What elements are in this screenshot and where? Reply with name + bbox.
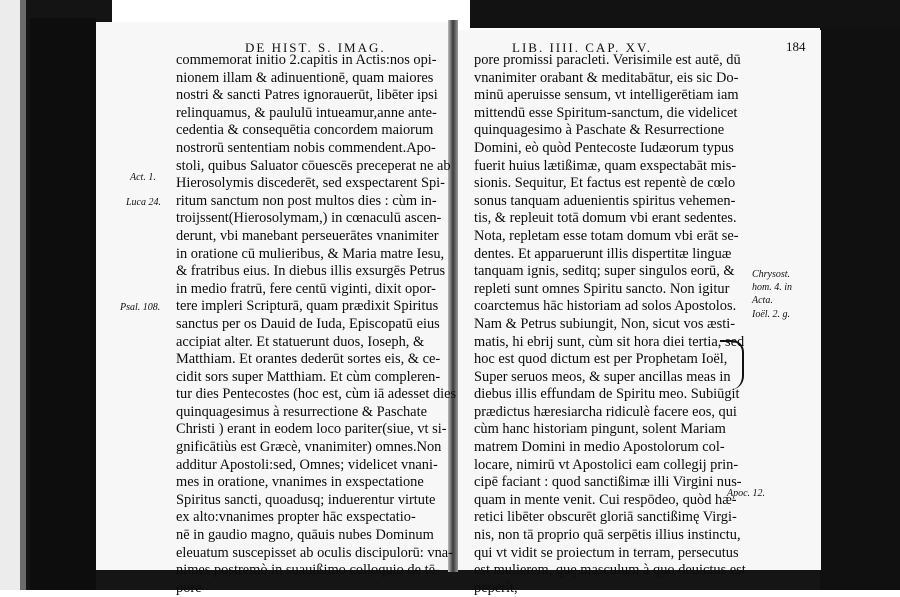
text-line: stoli, quibus Saluator cōuescēs preceperat ne ab <box>176 157 451 174</box>
text-line: locare, nimirū vt Apostolici eam collegij prin- <box>474 456 739 473</box>
dark-background-right <box>820 0 900 590</box>
text-line: cùm hanc historiam pingunt, solent Mariam <box>474 421 726 438</box>
margin-note-luca: Luca 24. <box>126 197 161 208</box>
page-number: 184 <box>786 39 806 54</box>
dark-background-top <box>470 0 900 28</box>
text-line: est mulierem, quę masculum à quo deuictus est <box>474 562 746 579</box>
text-line: sonus tanquam aduenientis spiritus vehemen- <box>474 192 736 209</box>
margin-note-psal: Psal. 108. <box>120 302 161 313</box>
text-line: cipē faciant : quod sanctißimæ illi Virgini nus- <box>474 474 742 491</box>
margin-note-act: Act. 1. <box>130 172 156 183</box>
text-line: matrem Domini in medio Apostolorum col- <box>474 439 725 456</box>
text-line: ritum sanctum non post multos dies : cùm in- <box>176 192 437 209</box>
text-line: in medio fratrū, fere centū viginti, dixit opor- <box>176 280 436 297</box>
text-line: sionis. Sequitur, Et factus est repentè de cœlo <box>474 175 736 192</box>
margin-note-hom: hom. 4. in <box>752 282 792 293</box>
text-line: commemorat initio 2.capitis in Actis:nos opi- <box>176 52 437 68</box>
text-line: prædictus hæresiarcha ridiculè facere eos, qui <box>474 403 737 420</box>
left-body-text <box>176 52 456 597</box>
text-line: nimes postremò in suauißimo colloquio de tē- <box>176 562 440 579</box>
right-body-text <box>474 52 746 597</box>
text-line: nē in gaudio magno, quāuis nubes Dominum <box>176 527 434 544</box>
text-line: eleuatum suscepisset ab oculis discipulorū: vna- <box>176 544 453 561</box>
text-line: Nam & Petrus subiungit, Non, sicut vos æsti- <box>474 315 736 332</box>
text-line: Christi ) erant in eodem loco pariter(siue, vt si- <box>176 421 447 438</box>
text-line: Hierosolymis discederēt, sed exspectarent Spi- <box>176 175 445 192</box>
book-spine-block <box>30 18 96 590</box>
text-line: relinquamus, & paululū intueamur,anne ante- <box>176 104 437 121</box>
text-line: peperit, <box>474 579 518 596</box>
text-line: in oratione cū mulieribus, & Maria matre Iesu, <box>176 245 445 262</box>
left-running-header: DE HIST. S. IMAG. <box>245 40 386 55</box>
right-running-header: LIB. IIII. CAP. XV. <box>512 40 652 55</box>
text-line: matis, hi ebrij sunt, cùm sit hora diei tertia, sed <box>474 333 745 350</box>
text-line: sanctus per os Dauid de Iuda, Episcopatū eius <box>176 315 440 332</box>
text-line: Spiritus sancti, quoadusq; induerentur virtute <box>176 491 436 508</box>
text-line: Matthiam. Et orantes dederūt sortes eis, & ce- <box>176 351 441 368</box>
text-line: Nota, repletam esse totam domum vbi erāt se- <box>474 227 739 244</box>
text-line: quam in mente venit. Cui respōdeo, quòd hæ- <box>474 491 737 508</box>
text-line: nis, non tā proprio quā serpētis illius instinctu, <box>474 527 741 544</box>
text-line: fuerit huius lætißimæ, quam exspectabāt mis- <box>474 157 737 174</box>
text-line: Super seruos meos, & super ancillas meas in <box>474 368 731 385</box>
text-line: retici libēter obscurēt gloriā sanctißimę Virgi- <box>474 509 737 526</box>
text-line: diebus illis effundam de Spiritu meo. Subiūgit <box>474 386 740 403</box>
text-line: & fratribus eius. In diebus illis exsurgēs Petrus <box>176 263 446 280</box>
text-line: additur Apostoli:sed, Omnes; videlicet vnani- <box>176 456 438 473</box>
text-line: minū aperuisse sensum, vt intelligerētiam iam <box>474 87 739 104</box>
text-line: quinquagesimo à Paschate & Resurrectione <box>474 122 725 139</box>
text-line: dentes. Et apparuerunt illis dispertitæ linguæ <box>474 245 732 262</box>
text-line: derunt, vbi manebant perseuerātes vnanimiter <box>176 227 439 244</box>
text-line: cidit sors super Matthiam. Et cùm compleren- <box>176 368 441 385</box>
text-line: repleti sunt omnes Spiritu sancto. Non igitur <box>474 280 730 297</box>
margin-note-chrys: Chrysost. <box>752 269 791 280</box>
text-line: nostrorū sententiam nobis commendent.Apo- <box>176 139 436 156</box>
text-line: pore promissi paracleti. Verisimile est autē, dū <box>474 52 741 68</box>
text-line: nionem illam & adinuentionē, quam maiores <box>176 69 434 86</box>
text-line: ex alto:vnanimes propter hāc exspectatio- <box>176 509 416 526</box>
text-line: nostri & sancti Patres ignorauerūt, libēter ipsi <box>176 87 438 104</box>
text-line: troijssent(Hierosolymam,) in cœnaculū ascen- <box>176 210 442 227</box>
text-line: tis, & repleuit totā domum vbi erant sedentes. <box>474 210 737 227</box>
text-line: accipiat alter. Et statuerunt duos, Ioseph, & <box>176 333 425 350</box>
margin-note-ioel: Ioël. 2. g. <box>752 309 791 320</box>
text-line: quinquagesimus à resurrectione & Paschate <box>176 403 427 420</box>
text-line: coarctemus hāc historiam ad solos Apostolos. <box>474 298 737 315</box>
margin-note-acta: Acta. <box>752 295 773 306</box>
text-line: tanquam ignis, seditq; super singulos eorū, & <box>474 263 735 280</box>
margin-note-apoc: Apoc. 12. <box>727 488 766 499</box>
text-line: tur dies Pentecostes (hoc est, cùm iā adesset dies <box>176 386 457 403</box>
handwritten-bracket-mark <box>720 340 744 390</box>
text-line: tere impleri Scripturā, quam prædixit Spiritus <box>176 298 439 315</box>
text-line: hoc est quod dictum est per Prophetam Ioël, <box>474 351 728 368</box>
text-line: mes in oratione, vnanimes in exspectatione <box>176 474 424 491</box>
text-line: Domini, eò quòd Pentecoste Iudæorum typus <box>474 139 734 156</box>
text-line: vnanimiter orabant & meditabātur, eis sic Do- <box>474 69 739 86</box>
text-line: mittendū esse Spiritum-sanctum, die videlicet <box>474 104 738 121</box>
text-line: cedentia & consequētia concordem maiorum <box>176 122 434 139</box>
text-line: qui vt vidit se proiectum in terram, persecutus <box>474 544 739 561</box>
text-line: pore <box>176 579 202 596</box>
text-line: gnificātiùs est Græcè, vnanimiter) omnes.Non <box>176 439 442 456</box>
